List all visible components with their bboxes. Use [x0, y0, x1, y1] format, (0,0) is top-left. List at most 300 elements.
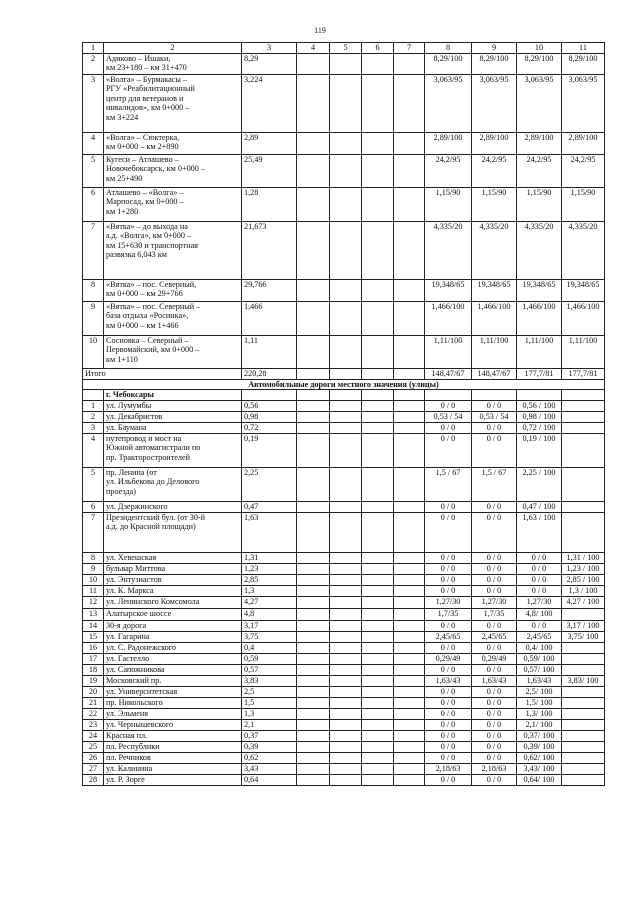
- road-name-cell: [104, 53, 242, 74]
- value-cell-col10: 0,4/ 100: [517, 642, 562, 653]
- road-name-line: пр. Ленина (от: [106, 467, 157, 477]
- total-row: [83, 368, 605, 379]
- value-cell-col10: 0 / 0: [517, 585, 562, 596]
- roads-table: [82, 42, 605, 786]
- value-cell-col9: 0 / 0: [472, 422, 517, 433]
- value-cell-col9: 1,11/100: [472, 335, 517, 368]
- empty-cell: [330, 301, 362, 335]
- length-cell: 0,72: [242, 422, 297, 433]
- value-cell-col11: 1,3 / 100: [562, 585, 605, 596]
- table-row: [83, 574, 605, 585]
- value-cell-col8: 0 / 0: [425, 620, 472, 631]
- empty-cell: [297, 675, 330, 686]
- length-cell: 4,8: [242, 608, 297, 620]
- road-name-cell: [104, 132, 242, 154]
- road-name-line: ул. Дзержинского: [106, 501, 168, 511]
- empty-cell: [297, 221, 330, 279]
- length-cell: 1,5: [242, 697, 297, 708]
- row-number-cell: 6: [83, 187, 104, 221]
- empty-cell: [297, 585, 330, 596]
- road-name-line: путепровод и мост на: [106, 433, 182, 443]
- empty-cell: [362, 697, 394, 708]
- value-cell-col8: 0 / 0: [425, 574, 472, 585]
- road-name-line: база отдыха «Росинка»,: [106, 311, 189, 321]
- empty-cell: [394, 467, 425, 501]
- road-name-line: Сосновка – Северный –: [106, 335, 189, 345]
- value-cell-col10: 4,8/ 100: [517, 608, 562, 620]
- total-col8: 148,47/67: [425, 368, 472, 379]
- empty-cell: [362, 390, 394, 401]
- value-cell-col10: 0,37/ 100: [517, 730, 562, 741]
- table-row: [83, 653, 605, 664]
- empty-cell: [330, 552, 362, 563]
- length-cell: 3,224: [242, 74, 297, 132]
- empty-cell: [394, 774, 425, 785]
- value-cell-col8: 0 / 0: [425, 512, 472, 552]
- empty-cell: [330, 686, 362, 697]
- row-number-cell: 20: [83, 686, 104, 697]
- empty-cell: [362, 774, 394, 785]
- road-name-line: пл. Республики: [106, 741, 160, 751]
- length-cell: 25,49: [242, 154, 297, 187]
- value-cell-col10: 1,15/90: [517, 187, 562, 221]
- empty-cell: [362, 154, 394, 187]
- table-row: [83, 697, 605, 708]
- empty-cell: [297, 53, 330, 74]
- empty-cell: [297, 620, 330, 631]
- empty-cell: [297, 501, 330, 512]
- value-cell-col8: 0 / 0: [425, 774, 472, 785]
- empty-cell: [394, 53, 425, 74]
- road-name-line: км 25+490: [106, 173, 143, 183]
- value-cell-col9: 0 / 0: [472, 574, 517, 585]
- length-cell: 3,83: [242, 675, 297, 686]
- value-cell-col10: 2,25 / 100: [517, 467, 562, 501]
- value-cell-col11: [562, 741, 605, 752]
- empty-cell: [330, 596, 362, 608]
- value-cell-col11: [562, 608, 605, 620]
- value-cell-col9: 1,5 / 67: [472, 467, 517, 501]
- value-cell-col10: 1,5/ 100: [517, 697, 562, 708]
- road-name-cell: [104, 708, 242, 719]
- empty-cell: [362, 400, 394, 411]
- value-cell-col9: 0 / 0: [472, 664, 517, 675]
- road-name-line: ул. Р. Зорге: [106, 774, 145, 784]
- value-cell-col9: 2,89/100: [472, 132, 517, 154]
- road-name-line: «Вятка» – до выхода на: [106, 221, 188, 231]
- empty-cell: [394, 574, 425, 585]
- empty-cell: [330, 74, 362, 132]
- road-name-line: км 0+000 – км 1+466: [106, 320, 179, 330]
- value-cell-col9: 0 / 0: [472, 774, 517, 785]
- empty-cell: [394, 512, 425, 552]
- empty-cell: [362, 279, 394, 301]
- value-cell-col10: 0 / 0: [517, 620, 562, 631]
- empty-cell: [362, 708, 394, 719]
- value-cell-col11: 2,85 / 100: [562, 574, 605, 585]
- value-cell-col8: 19,348/65: [425, 279, 472, 301]
- row-number-cell: 3: [83, 422, 104, 433]
- value-cell-col8: 2,89/100: [425, 132, 472, 154]
- row-number-cell: 9: [83, 301, 104, 335]
- city-row: [83, 390, 605, 401]
- empty-cell: [394, 664, 425, 675]
- road-name-line: ул. Эльменя: [106, 708, 148, 718]
- road-name-cell: [104, 154, 242, 187]
- length-cell: 2,89: [242, 132, 297, 154]
- road-name-line: Московский пр.: [106, 675, 162, 685]
- length-cell: 1,63: [242, 512, 297, 552]
- length-cell: 1,23: [242, 563, 297, 574]
- value-cell-col11: [562, 501, 605, 512]
- empty-cell: [362, 422, 394, 433]
- empty-cell: [330, 708, 362, 719]
- table-row: [83, 642, 605, 653]
- length-cell: 0,4: [242, 642, 297, 653]
- value-cell-col11: [562, 763, 605, 774]
- value-cell-col10: 1,3/ 100: [517, 708, 562, 719]
- header-cell: 9: [472, 43, 517, 54]
- empty-cell: [330, 132, 362, 154]
- value-cell-col9: 3,063/95: [472, 74, 517, 132]
- empty-cell: [330, 368, 362, 379]
- length-cell: 1,3: [242, 708, 297, 719]
- empty-cell: [362, 433, 394, 467]
- empty-cell: [330, 752, 362, 763]
- length-cell: 2,5: [242, 686, 297, 697]
- value-cell-col8: 0 / 0: [425, 400, 472, 411]
- header-cell: 8: [425, 43, 472, 54]
- road-name-cell: [104, 763, 242, 774]
- road-name-line: ул. Калинина: [106, 763, 153, 773]
- value-cell-col10: 2,89/100: [517, 132, 562, 154]
- empty-cell: [394, 675, 425, 686]
- empty-cell: [394, 221, 425, 279]
- value-cell-col11: [562, 719, 605, 730]
- road-name-line: Красная пл.: [106, 730, 148, 740]
- value-cell-col8: 4,335/20: [425, 221, 472, 279]
- total-length-cell: 220,28: [242, 368, 297, 379]
- value-cell-col10: 0,39/ 100: [517, 741, 562, 752]
- road-name-line: ул. Гастелло: [106, 653, 150, 663]
- value-cell-col8: 0 / 0: [425, 686, 472, 697]
- road-name-cell: [104, 501, 242, 512]
- value-cell-col10: 1,27/30: [517, 596, 562, 608]
- row-number-cell: 6: [83, 501, 104, 512]
- value-cell-col8: 0 / 0: [425, 697, 472, 708]
- empty-cell: [394, 686, 425, 697]
- table-row: [83, 433, 605, 467]
- empty-cell: [297, 74, 330, 132]
- empty-cell: [330, 563, 362, 574]
- empty-cell: [394, 631, 425, 642]
- value-cell-col10: 8,29/100: [517, 53, 562, 74]
- value-cell-col11: 4,335/20: [562, 221, 605, 279]
- empty-cell: [330, 187, 362, 221]
- length-cell: 1,466: [242, 301, 297, 335]
- value-cell-col9: 0 / 0: [472, 433, 517, 467]
- table-row: [83, 741, 605, 752]
- value-cell-col8: 2,45/65: [425, 631, 472, 642]
- empty-cell: [394, 187, 425, 221]
- road-name-cell: [104, 642, 242, 653]
- empty-cell: [330, 390, 362, 401]
- road-name-line: развязка 6,043 км: [106, 250, 167, 260]
- empty-cell: [297, 752, 330, 763]
- empty-cell: [297, 686, 330, 697]
- empty-cell: [297, 697, 330, 708]
- empty-cell: [362, 608, 394, 620]
- empty-cell: [394, 132, 425, 154]
- table-row: [83, 585, 605, 596]
- road-name-cell: [104, 730, 242, 741]
- header-cell: 2: [104, 43, 242, 54]
- road-name-cell: [104, 686, 242, 697]
- length-cell: 1,28: [242, 187, 297, 221]
- length-cell: 3,43: [242, 763, 297, 774]
- empty-cell: [330, 620, 362, 631]
- length-cell: 0,62: [242, 752, 297, 763]
- length-cell: 2,25: [242, 467, 297, 501]
- road-name-cell: [104, 552, 242, 563]
- empty-cell: [330, 467, 362, 501]
- table-row: [83, 187, 605, 221]
- row-number-cell: 4: [83, 132, 104, 154]
- empty-cell: [472, 390, 517, 401]
- header-cell: 6: [362, 43, 394, 54]
- empty-cell: [394, 596, 425, 608]
- empty-cell: [330, 763, 362, 774]
- road-name-cell: [104, 301, 242, 335]
- road-name-line: ул. Баумана: [106, 422, 147, 432]
- value-cell-col9: 1,466/100: [472, 301, 517, 335]
- road-name-line: км 0+000 – км 2+890: [106, 142, 179, 152]
- empty-cell: [362, 221, 394, 279]
- value-cell-col8: 0 / 0: [425, 642, 472, 653]
- empty-cell: [362, 620, 394, 631]
- empty-cell: [297, 730, 330, 741]
- empty-cell: [297, 642, 330, 653]
- empty-cell: [362, 512, 394, 552]
- value-cell-col8: 2,18/63: [425, 763, 472, 774]
- value-cell-col8: 0 / 0: [425, 585, 472, 596]
- row-number-cell: 8: [83, 552, 104, 563]
- row-number-cell: 12: [83, 596, 104, 608]
- empty-cell: [362, 187, 394, 221]
- empty-cell: [394, 719, 425, 730]
- table-row: [83, 664, 605, 675]
- header-cell: 7: [394, 43, 425, 54]
- total-label: Итого: [83, 368, 242, 379]
- value-cell-col10: 1,11/100: [517, 335, 562, 368]
- road-name-line: пр. Тракторостроителей: [106, 452, 191, 462]
- road-name-line: ул. Декабристов: [106, 411, 163, 421]
- road-name-line: бульвар Миттова: [106, 563, 166, 573]
- empty-cell: [394, 642, 425, 653]
- value-cell-col10: 2,5/ 100: [517, 686, 562, 697]
- road-name-line: проезда): [106, 486, 137, 496]
- empty-cell: [297, 154, 330, 187]
- road-name-cell: [104, 563, 242, 574]
- value-cell-col9: 0 / 0: [472, 563, 517, 574]
- road-name-line: 30-я дорога: [106, 620, 147, 630]
- empty-cell: [330, 433, 362, 467]
- value-cell-col8: 1,466/100: [425, 301, 472, 335]
- value-cell-col8: 0 / 0: [425, 664, 472, 675]
- empty-cell: [394, 620, 425, 631]
- empty-cell: [362, 501, 394, 512]
- value-cell-col11: [562, 774, 605, 785]
- road-name-cell: [104, 422, 242, 433]
- row-number-cell: 5: [83, 467, 104, 501]
- row-number-cell: 26: [83, 752, 104, 763]
- table-row: [83, 752, 605, 763]
- empty-cell: [394, 154, 425, 187]
- value-cell-col10: 0 / 0: [517, 563, 562, 574]
- empty-cell: [330, 653, 362, 664]
- value-cell-col11: [562, 400, 605, 411]
- value-cell-col11: [562, 730, 605, 741]
- empty-cell: [394, 422, 425, 433]
- value-cell-col8: 0,29/49: [425, 653, 472, 664]
- value-cell-col10: 0,64/ 100: [517, 774, 562, 785]
- table-row: [83, 422, 605, 433]
- empty-cell: [562, 390, 605, 401]
- empty-cell: [297, 467, 330, 501]
- total-col10: 177,7/81: [517, 368, 562, 379]
- road-name-cell: [104, 574, 242, 585]
- value-cell-col8: 0 / 0: [425, 719, 472, 730]
- empty-cell: [297, 552, 330, 563]
- empty-cell: [362, 596, 394, 608]
- value-cell-col10: 1,63 / 100: [517, 512, 562, 552]
- header-cell: 10: [517, 43, 562, 54]
- row-number-cell: 13: [83, 608, 104, 620]
- value-cell-col10: 1,466/100: [517, 301, 562, 335]
- empty-cell: [362, 368, 394, 379]
- empty-cell: [362, 719, 394, 730]
- road-name-cell: [104, 467, 242, 501]
- road-name-cell: [104, 400, 242, 411]
- section-title-row: [83, 379, 605, 390]
- value-cell-col10: 4,335/20: [517, 221, 562, 279]
- row-number-cell: 14: [83, 620, 104, 631]
- value-cell-col10: 0,59/ 100: [517, 653, 562, 664]
- table-row: [83, 552, 605, 563]
- table-row: [83, 400, 605, 411]
- empty-cell: [242, 390, 297, 401]
- road-name-line: «Волга» – Бурмакасы –: [106, 74, 187, 84]
- empty-cell: [330, 642, 362, 653]
- empty-cell: [362, 53, 394, 74]
- empty-cell: [362, 585, 394, 596]
- value-cell-col8: 1,27/30: [425, 596, 472, 608]
- value-cell-col9: 0 / 0: [472, 752, 517, 763]
- length-cell: 8,29: [242, 53, 297, 74]
- empty-cell: [297, 335, 330, 368]
- road-name-cell: [104, 620, 242, 631]
- table-row: [83, 708, 605, 719]
- row-number-cell: 9: [83, 563, 104, 574]
- row-number-cell: 15: [83, 631, 104, 642]
- value-cell-col9: 24,2/95: [472, 154, 517, 187]
- empty-cell: [297, 774, 330, 785]
- empty-cell: [297, 719, 330, 730]
- empty-cell: [297, 664, 330, 675]
- empty-cell: [362, 301, 394, 335]
- length-cell: 0,98: [242, 411, 297, 422]
- empty-cell: [394, 74, 425, 132]
- empty-cell: [83, 390, 104, 401]
- value-cell-col8: 0 / 0: [425, 433, 472, 467]
- road-name-line: пл. Речников: [106, 752, 151, 762]
- value-cell-col11: [562, 697, 605, 708]
- length-cell: 2,85: [242, 574, 297, 585]
- value-cell-col8: 1,7/35: [425, 608, 472, 620]
- road-name-line: км 0+000 – км 29+766: [106, 289, 183, 299]
- value-cell-col10: 0,56 / 100: [517, 400, 562, 411]
- empty-cell: [362, 653, 394, 664]
- table-row: [83, 719, 605, 730]
- road-name-cell: [104, 411, 242, 422]
- road-name-line: км 23+180 – км 31+470: [106, 63, 187, 73]
- table-row: [83, 132, 605, 154]
- value-cell-col10: 19,348/65: [517, 279, 562, 301]
- empty-cell: [330, 279, 362, 301]
- total-col9: 148,47/67: [472, 368, 517, 379]
- value-cell-col9: 1,27/30: [472, 596, 517, 608]
- row-number-cell: 2: [83, 411, 104, 422]
- value-cell-col8: 0 / 0: [425, 752, 472, 763]
- row-number-cell: 19: [83, 675, 104, 686]
- table-row: [83, 221, 605, 279]
- empty-cell: [362, 132, 394, 154]
- value-cell-col8: 1,63/43: [425, 675, 472, 686]
- empty-cell: [330, 411, 362, 422]
- value-cell-col8: 24,2/95: [425, 154, 472, 187]
- road-name-line: Марпосад, км 0+000 –: [106, 197, 184, 207]
- total-col11: 177,7/81: [562, 368, 605, 379]
- value-cell-col9: 0 / 0: [472, 697, 517, 708]
- row-number-cell: 10: [83, 574, 104, 585]
- road-name-cell: [104, 697, 242, 708]
- empty-cell: [394, 411, 425, 422]
- header-cell: 3: [242, 43, 297, 54]
- empty-cell: [362, 411, 394, 422]
- road-name-cell: [104, 221, 242, 279]
- road-name-cell: [104, 719, 242, 730]
- empty-cell: [362, 664, 394, 675]
- road-name-line: Первомайский, км 0+000 –: [106, 345, 200, 355]
- empty-cell: [362, 686, 394, 697]
- empty-cell: [330, 631, 362, 642]
- road-name-cell: [104, 741, 242, 752]
- value-cell-col11: 3,83/ 100: [562, 675, 605, 686]
- empty-cell: [394, 390, 425, 401]
- row-number-cell: 16: [83, 642, 104, 653]
- empty-cell: [297, 279, 330, 301]
- road-name-line: центр для ветеранов и: [106, 93, 184, 103]
- road-name-line: км 1+110: [106, 354, 138, 364]
- value-cell-col11: [562, 642, 605, 653]
- empty-cell: [297, 422, 330, 433]
- empty-cell: [362, 675, 394, 686]
- empty-cell: [394, 279, 425, 301]
- row-number-cell: 2: [83, 53, 104, 74]
- road-name-line: а.д. до Красной площади): [106, 522, 196, 532]
- road-name-cell: [104, 187, 242, 221]
- value-cell-col11: [562, 708, 605, 719]
